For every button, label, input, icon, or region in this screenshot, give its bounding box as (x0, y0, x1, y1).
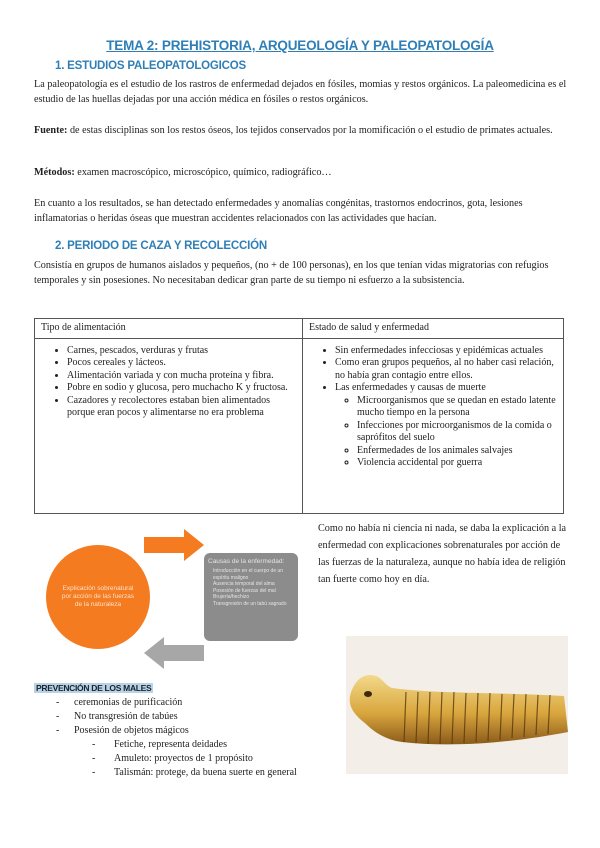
fuente-label: Fuente: (34, 125, 68, 136)
paragraph-metodos (34, 165, 568, 180)
table-row (35, 338, 564, 513)
list-item: - No transgresión de tabúes (56, 711, 178, 722)
nutrition-health-table (34, 318, 564, 514)
table-header-row (35, 319, 564, 339)
metodos-label: Métodos: (34, 167, 75, 178)
cycle-diagram (34, 525, 304, 675)
metodos-text: examen macroscópico, microscópico, químico, radiográfico… (74, 167, 332, 178)
list-item: • Alimentación variada y con mucha proteína y fibra. (67, 370, 296, 383)
explicacion-circle-text: Explicación sobrenatural por acción de las fuerzas de la naturaleza (61, 585, 135, 608)
list-item: • Pocos cereales y lácteos. (67, 357, 296, 370)
list-item: ◦ Microorganismos que se quedan en estado latente mucho tiempo en la persona (357, 395, 557, 420)
table-header-salud: Estado de salud y enfermedad (303, 319, 564, 339)
list-item: • Pobre en sodio y glucosa, pero muchacho K y fructosa. (67, 382, 296, 395)
table-cell-alimentacion (35, 338, 303, 513)
list-item: Transgresión de un tabú sagrado (213, 600, 287, 607)
explicacion-circle (46, 545, 150, 649)
page-title: TEMA 2: PREHISTORIA, ARQUEOLOGÍA Y PALEOPATOLOGÍA (106, 38, 494, 53)
list-item: • Carnes, pescados, verduras y frutas (67, 345, 296, 358)
list-item: - ceremonias de purificación (56, 697, 183, 708)
salud-list (309, 345, 557, 470)
fuente-text: de estas disciplinas son los restos óseos, los tejidos conservados por la momificación o el estudio de primates actuales. (67, 125, 553, 136)
list-item: Introducción en el cuerpo de un espíritu maligno (213, 568, 284, 581)
paragraph-resultados: En cuanto a los resultados, se han detectado enfermedades y anomalías congénitas, trastornos endocrinos, gota, lesiones inflamatorias o heridas óseas que muestran accidentes relacionados con las actividades que hacían. (34, 198, 523, 224)
arrow-right-icon (144, 529, 204, 561)
list-item: • Cazadores y recolectores estaban bien alimentados porque eran pocos y alimentarse no era problema (67, 395, 296, 420)
list-item: - Amuleto: proyectos de 1 propósito (92, 753, 253, 764)
list-item: ◦ Enfermedades de los animales salvajes (357, 445, 557, 458)
paragraph-fuente (34, 123, 568, 138)
list-item: - Fetiche, representa deidades (92, 739, 228, 750)
list-item: • Sin enfermedades infecciosas y epidémicas actuales (335, 345, 557, 358)
section1-heading: 1. ESTUDIOS PALEOPATOLOGICOS (55, 60, 246, 72)
paragraph-caza-recoleccion: Consistía en grupos de humanos aislados y pequeños, (no + de 100 personas), en los que tenían vidas migratorias con refugios temporales y sin posesiones. No necesitaban dedicar gran parte de su tiempo ni esfuerzo a la subsistencia. (34, 260, 549, 286)
table-cell-salud (303, 338, 564, 513)
list-item: Brujería/hechizo (213, 594, 250, 600)
causas-sublist (335, 395, 557, 470)
causas-box-title: Causas de la enfermedad: (208, 558, 285, 565)
list-item: ◦ Infecciones por microorganismos de la comida o saprófitos del suelo (357, 420, 557, 445)
list-item: Ausencia temporal del alma (213, 581, 275, 587)
list-item (335, 382, 557, 470)
list-item: • Como eran grupos pequeños, al no haber casi relación, no había gran contagio entre ellos. (335, 357, 557, 382)
list-item: - Talismán: protege, da buena suerte en general (92, 767, 297, 778)
alimentacion-list (41, 345, 296, 420)
prevention-heading: PREVENCIÓN DE LOS MALES (36, 683, 152, 693)
causas-box (204, 553, 298, 641)
paragraph-paleopatologia: La paleopatología es el estudio de los rastros de enfermedad dejados en fósiles, momias y restos orgánicos. La paleomedicina es el estudio de las huellas dejadas por una acción médica en fósiles o restos orgánicos. (34, 79, 567, 105)
arrow-left-icon (144, 637, 204, 669)
list-item: - Posesión de objetos mágicos (56, 725, 189, 736)
list-item-label: Las enfermedades y causas de muerte (335, 382, 486, 393)
list-item: ◦ Violencia accidental por guerra (357, 457, 557, 470)
list-item: Posesión de fuerzas del mal (213, 587, 276, 594)
carved-bone-artifact-image (346, 636, 568, 774)
section2-heading: 2. PERIODO DE CAZA Y RECOLECCIÓN (55, 240, 267, 252)
table-header-alimentacion: Tipo de alimentación (35, 319, 303, 339)
prevention-list (34, 696, 297, 780)
side-explanation-text: Como no había ni ciencia ni nada, se daba la explicación a la enfermedad con explicaciones sobrenaturales por acción de las fuerzas de la naturaleza, aunque no había idea de religión tan fuerte como hoy en día. (318, 523, 567, 585)
